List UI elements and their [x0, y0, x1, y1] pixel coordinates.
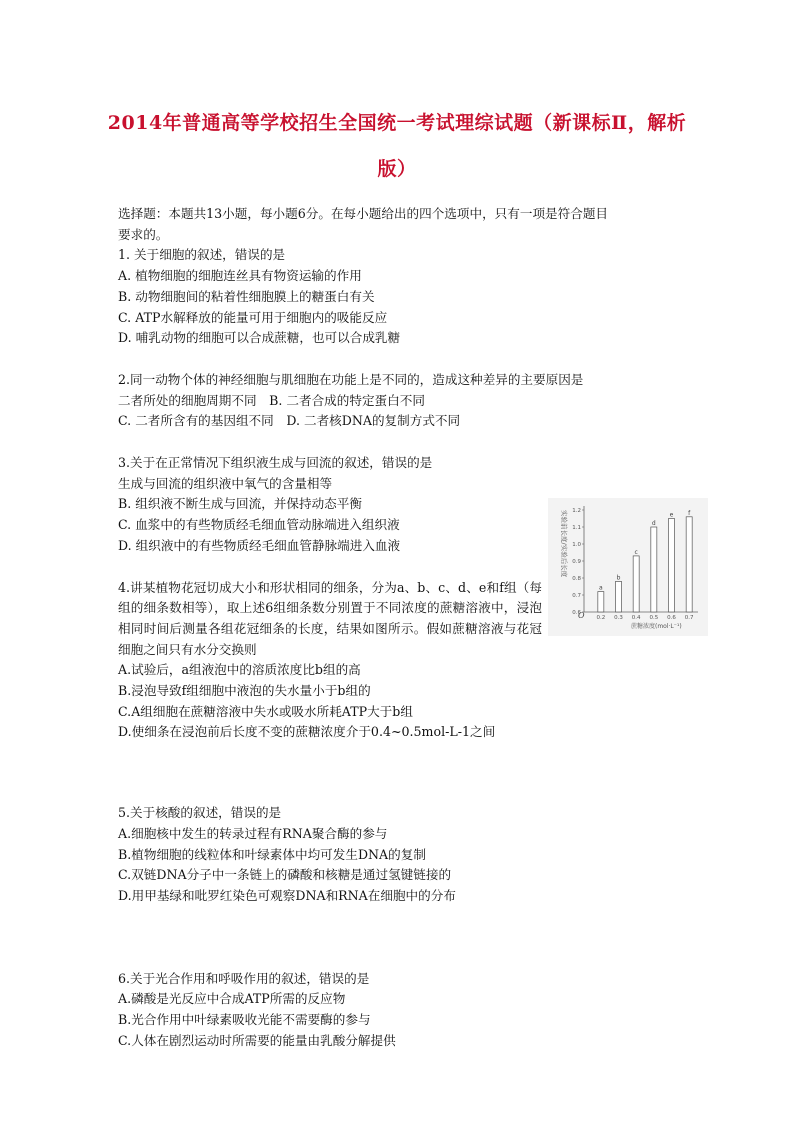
q6-option-b: B.光合作用中叶绿素吸收光能不需要酶的参与	[118, 1012, 371, 1028]
q3-option-b: B. 组织液不断生成与回流，并保持动态平衡	[118, 496, 362, 512]
chart-bar-label: f	[688, 509, 691, 517]
chart-y-tick-label: 0.9	[572, 559, 581, 565]
chart-bar	[616, 581, 622, 612]
chart-x-tick-label: 0.4	[631, 615, 641, 621]
q3-option-a: 生成与回流的组织液中氧气的含量相等	[118, 475, 333, 491]
q1-stem: 1. 关于细胞的叙述，错误的是	[118, 247, 286, 263]
q3-stem: 3.关于在正常情况下组织液生成与回流的叙述，错误的是	[118, 455, 433, 471]
q5-option-c: C.双链DNA分子中一条链上的磷酸和核糖是通过氢键链接的	[118, 867, 452, 883]
chart-origin-label: O	[578, 611, 585, 620]
q3-option-d: D. 组织液中的有些物质经毛细血管静脉端进入血液	[118, 537, 401, 553]
chart-y-tick-label: 1.2	[572, 508, 581, 514]
chart-y-tick-label: 0.6	[572, 610, 581, 616]
q5-stem: 5.关于核酸的叙述，错误的是	[118, 805, 282, 821]
q2-stem: 2.同一动物个体的神经细胞与肌细胞在功能上是不同的，造成这种差异的主要原因是	[118, 371, 584, 387]
chart-bar-label: c	[634, 548, 638, 556]
chart-bar-label: b	[616, 574, 621, 582]
q4-option-c: C.A组细胞在蔗糖溶液中失水或吸水所耗ATP大于b组	[118, 703, 413, 719]
chart-x-tick-label: 0.2	[596, 615, 606, 621]
q1-option-c: C. ATP水解释放的能量可用于细胞内的吸能反应	[118, 309, 388, 325]
chart-bar-label: e	[669, 511, 674, 519]
sucrose-bar-chart	[548, 498, 708, 636]
q2-options-ab: 二者所处的细胞周期不同 B. 二者合成的特定蛋白不同	[118, 392, 425, 408]
chart-y-tick-label: 0.7	[572, 593, 581, 599]
intro-line: 要求的。	[118, 226, 169, 242]
q4-option-d: D.使细条在浸泡前后长度不变的蔗糖浓度介于0.4~0.5mol-L-1之间	[118, 724, 496, 740]
chart-x-tick-label: 0.3	[614, 615, 623, 621]
chart-bar-label: a	[598, 584, 603, 592]
chart-y-tick-label: 0.8	[572, 576, 581, 582]
intro-line: 选择题：本题共13小题，每小题6分。在每小题给出的四个选项中，只有一项是符合题目	[118, 206, 609, 221]
chart-bar-label: d	[651, 520, 656, 527]
title-line-1: 2014年普通高等学校招生全国统一考试理综试题（新课标Ⅱ，解析	[107, 112, 687, 134]
q6-option-c: C.人体在剧烈运动时所需要的能量由乳酸分解提供	[118, 1032, 396, 1048]
chart-y-tick-label: 1.1	[572, 525, 581, 531]
q1-option-a: A. 植物细胞的细胞连丝具有物资运输的作用	[118, 268, 362, 284]
q4-option-b: B.浸泡导致f组细胞中液泡的失水量小于b组的	[118, 683, 371, 699]
q2-options-cd: C. 二者所含有的基因组不同 D. 二者核DNA的复制方式不同	[118, 413, 461, 429]
chart-bar	[598, 592, 604, 612]
chart-y-axis-label: 实验前长度/实验后长度	[560, 510, 568, 578]
chart-y-tick-label: 1.0	[572, 542, 581, 548]
chart-bar	[651, 527, 657, 612]
chart-svg	[548, 498, 708, 636]
title-line-2: 版）	[377, 158, 417, 180]
page-title	[100, 100, 694, 192]
chart-bar	[669, 519, 675, 613]
q1-option-d: D. 哺乳动物的细胞可以合成蔗糖，也可以合成乳糖	[118, 330, 401, 346]
q3-option-c: C. 血浆中的有些物质经毛细血管动脉端进入组织液	[118, 517, 400, 533]
chart-x-tick-label: 0.5	[649, 615, 659, 621]
q6-option-a: A.磷酸是光反应中合成ATP所需的反应物	[118, 991, 346, 1007]
q6-stem: 6.关于光合作用和呼吸作用的叙述，错误的是	[118, 970, 370, 986]
q5-option-a: A.细胞核中发生的转录过程有RNA聚合酶的参与	[118, 825, 388, 841]
chart-bar	[633, 556, 639, 612]
chart-x-axis-label: 蔗糖浓度(mol·L⁻¹)	[631, 623, 682, 630]
chart-x-tick-label: 0.7	[684, 615, 694, 621]
q5-option-b: B.植物细胞的线粒体和叶绿素体中均可发生DNA的复制	[118, 846, 426, 862]
chart-bar	[686, 517, 692, 612]
q4-stem: 4.讲某植物花冠切成大小和形状相同的细条，分为a、b、c、d、e和f组（每组的细条数相等），取上述6组细条数分别置于不同浓度的蔗糖溶液中，浸泡相同时间后测量各组花冠细条的长度，结果如图所示。假如蔗糖溶液与花冠细胞之间只有水分交换则	[118, 579, 542, 657]
q4-option-a: A.试验后，a组液泡中的溶质浓度比b组的高	[118, 662, 361, 678]
q1-option-b: B. 动物细胞间的粘着性细胞膜上的糖蛋白有关	[118, 288, 375, 304]
q5-option-d: D.用甲基绿和吡罗红染色可观察DNA和RNA在细胞中的分布	[118, 887, 456, 903]
chart-x-tick-label: 0.6	[667, 615, 676, 621]
